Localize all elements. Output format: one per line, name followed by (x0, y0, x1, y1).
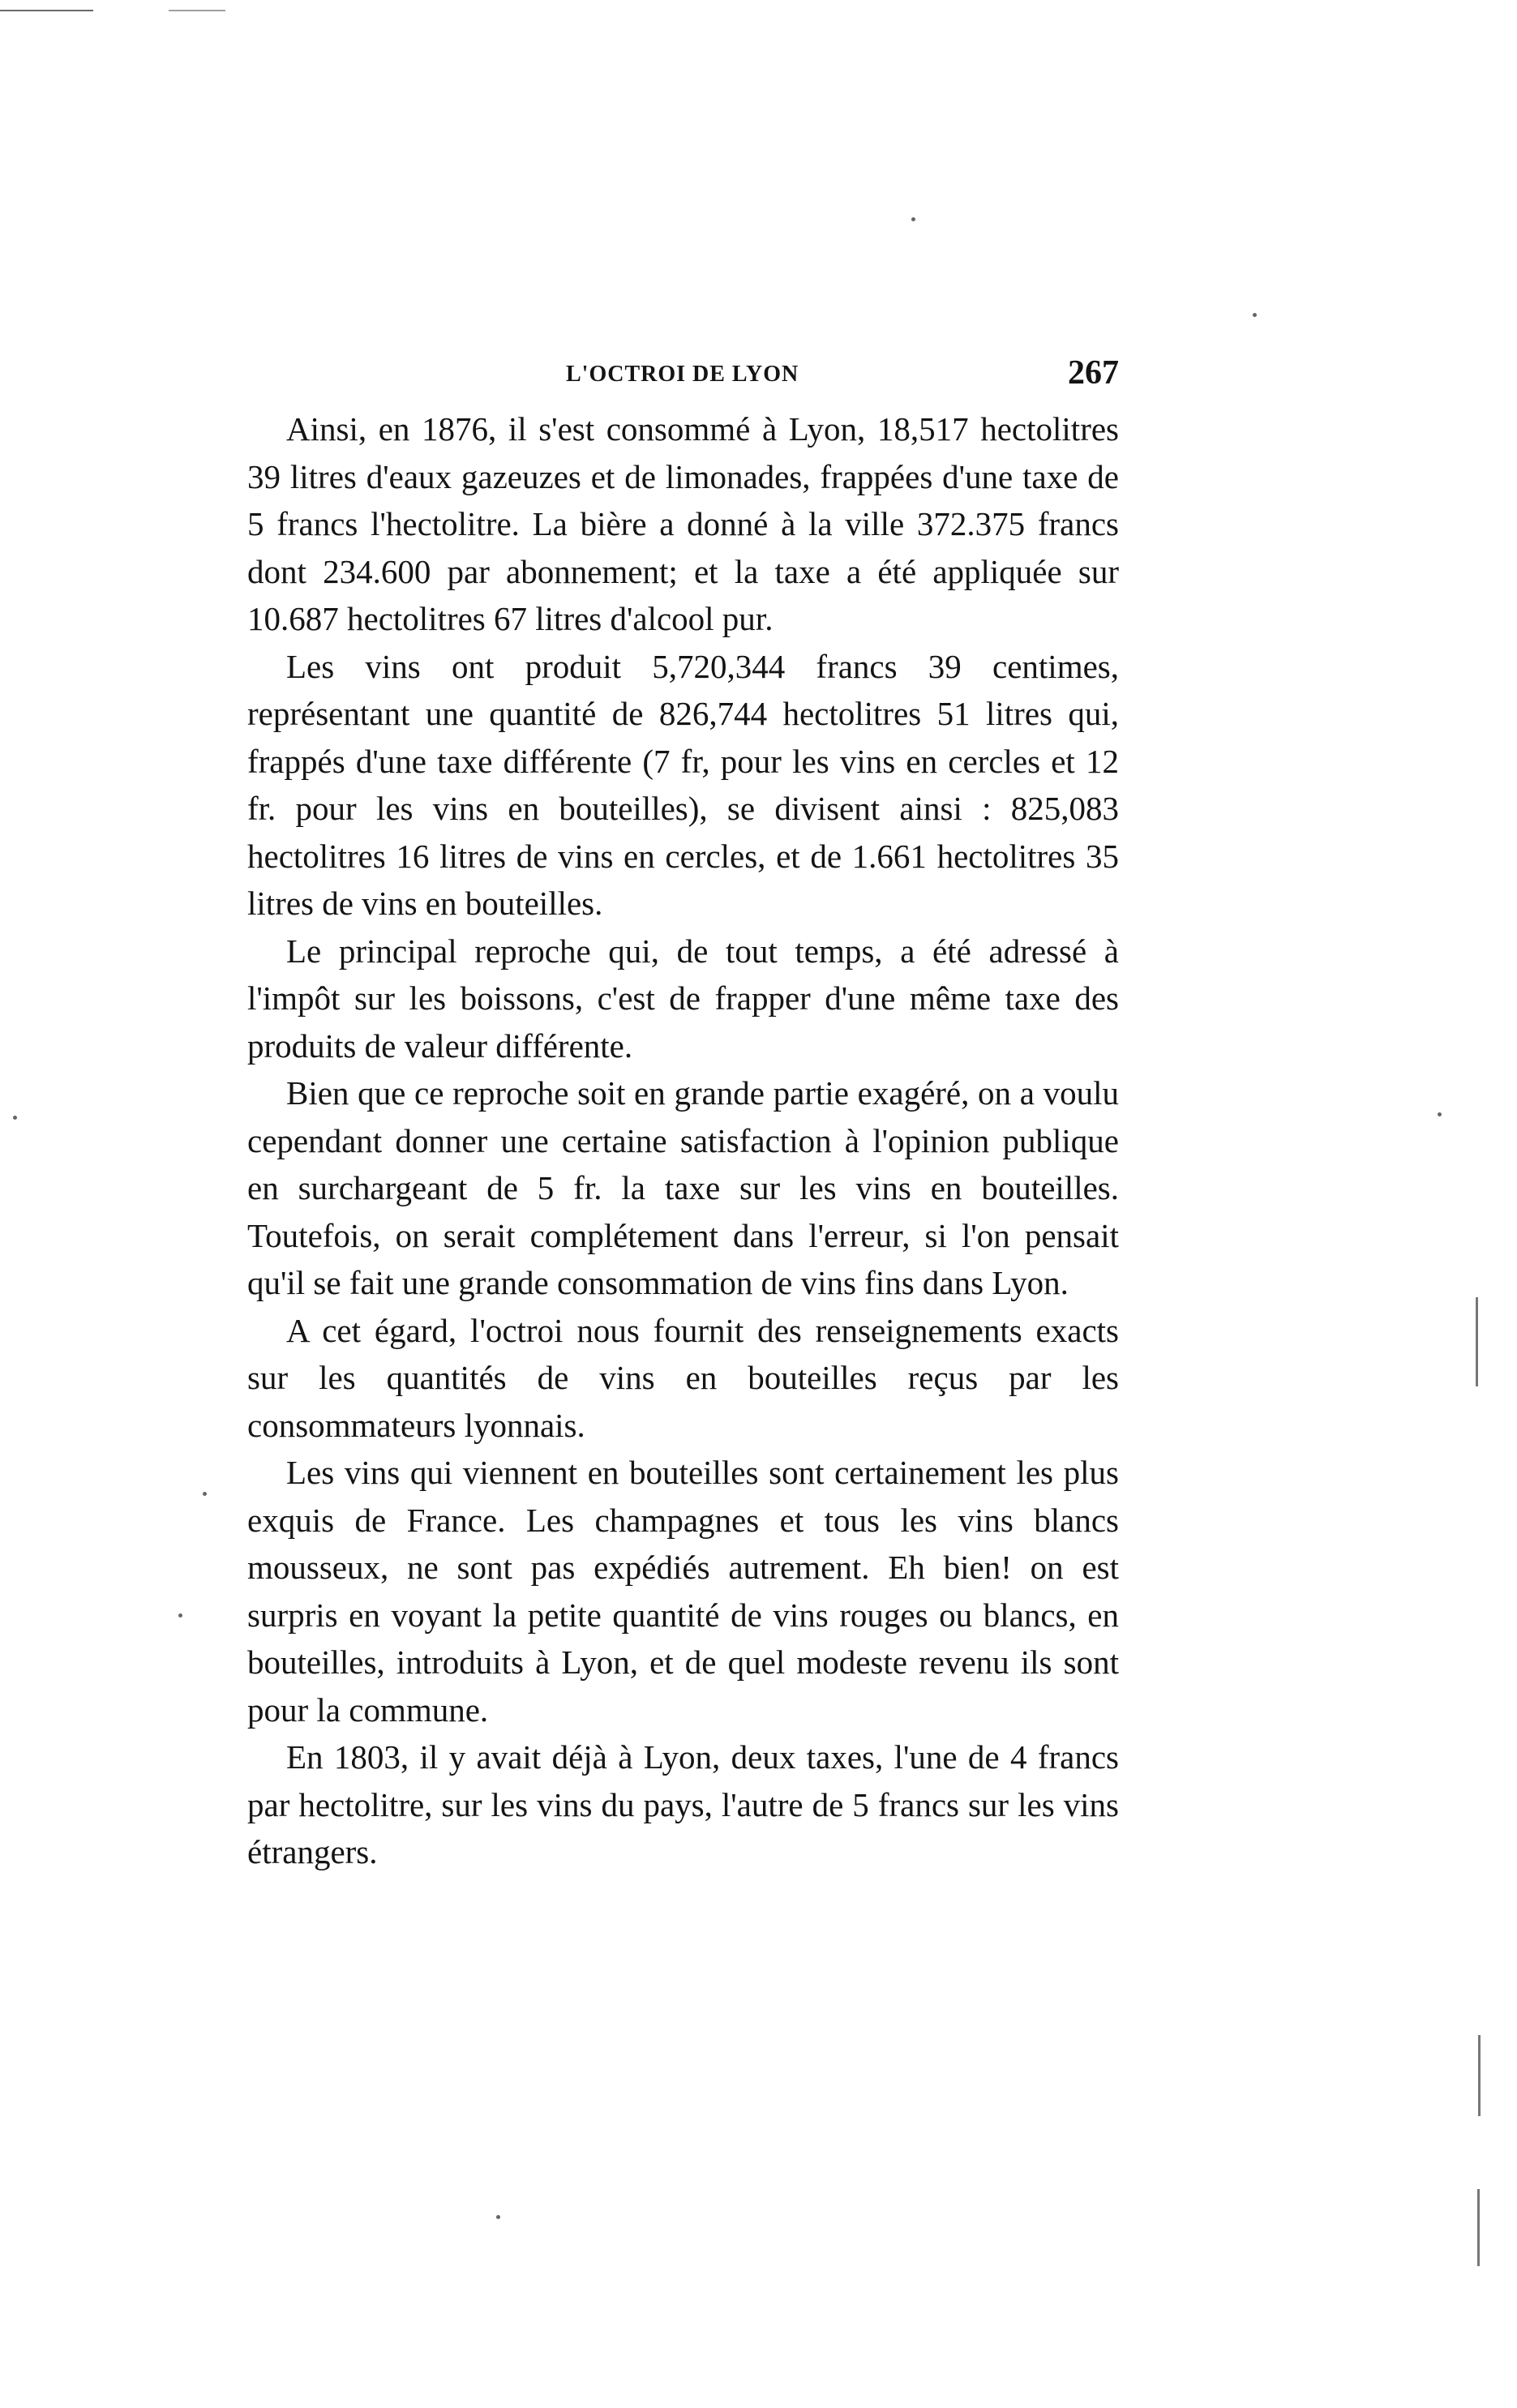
running-title (566, 362, 799, 388)
scan-speck (203, 1492, 207, 1496)
scan-speck (178, 1613, 182, 1617)
paragraph: A cet égard, l'octroi nous fournit des renseignements exacts sur les quantités de vins en bouteilles reçus par les consommateurs lyonnais. (247, 1311, 1119, 1444)
paragraph: En 1803, il y avait déjà à Lyon, deux taxes, l'une de 4 francs par hectolitre, sur les vins du pays, l'autre de 5 francs sur les vins étrangers. (247, 1738, 1119, 1870)
paragraph: Les vins qui viennent en bouteilles sont certainement les plus exquis de France. Les champagnes et tous les vins blancs mousseux, ne sont pas expédiés autrement. Eh bien! on est surpris en voyant la petite quantité de vins rouges ou blancs, en bouteilles, introduits à Lyon, et de quel modeste revenu ils sont pour la commune. (247, 1454, 1119, 1729)
paragraph: Les vins ont produit 5,720,344 francs 39 centimes, représentant une quantité de 826,744 hectolitres 51 litres qui, frappés d'une taxe différente (7 fr, pour les vins en cercles et 12 fr. pour les vins en bouteilles), se divisent ainsi : 825,083 hectolitres 16 litres de vins en cercles, et de 1.661 hectolitres 35 litres de vins en bouteilles. (247, 647, 1119, 922)
paragraph: Bien que ce reproche soit en grande partie exagéré, on a voulu cependant donner une certaine satisfaction à l'opinion publique en surchargeant de 5 fr. la taxe sur les vins en bouteilles. Toutefois, on serait complétement dans l'erreur, si l'on pensait qu'il se fait une grande consommation de vins fins dans Lyon. (247, 1074, 1119, 1301)
scan-edge-line (0, 10, 93, 11)
margin-mark (1478, 2035, 1481, 2116)
margin-mark (1476, 1297, 1478, 1386)
scan-speck (911, 217, 915, 221)
page-number: 267 (1068, 354, 1119, 392)
paragraph: Le principal reproche qui, de tout temps, a été adressé à l'impôt sur les boissons, c'est de frapper d'une même taxe des produits de valeur différente. (247, 932, 1119, 1065)
page-header (247, 349, 1119, 397)
scan-speck (13, 1116, 17, 1120)
scan-speck (1253, 313, 1257, 317)
scan-speck (496, 2215, 500, 2219)
running-title-text: L'OCTROI DE LYON (566, 362, 799, 387)
scan-edge-line (169, 10, 225, 11)
margin-mark (1477, 2189, 1480, 2266)
body-text (247, 405, 1119, 1876)
paragraph: Ainsi, en 1876, il s'est consommé à Lyon, 18,517 hectolitres 39 litres d'eaux gazeuzes et de limonades, frappées d'une taxe de 5 francs l'hectolitre. La bière a donné à la ville 372.375 francs dont 234.600 par abonnement; et la taxe a été appliquée sur 10.687 hectolitres 67 litres d'alcool pur. (247, 410, 1119, 637)
scan-speck (1438, 1112, 1442, 1116)
